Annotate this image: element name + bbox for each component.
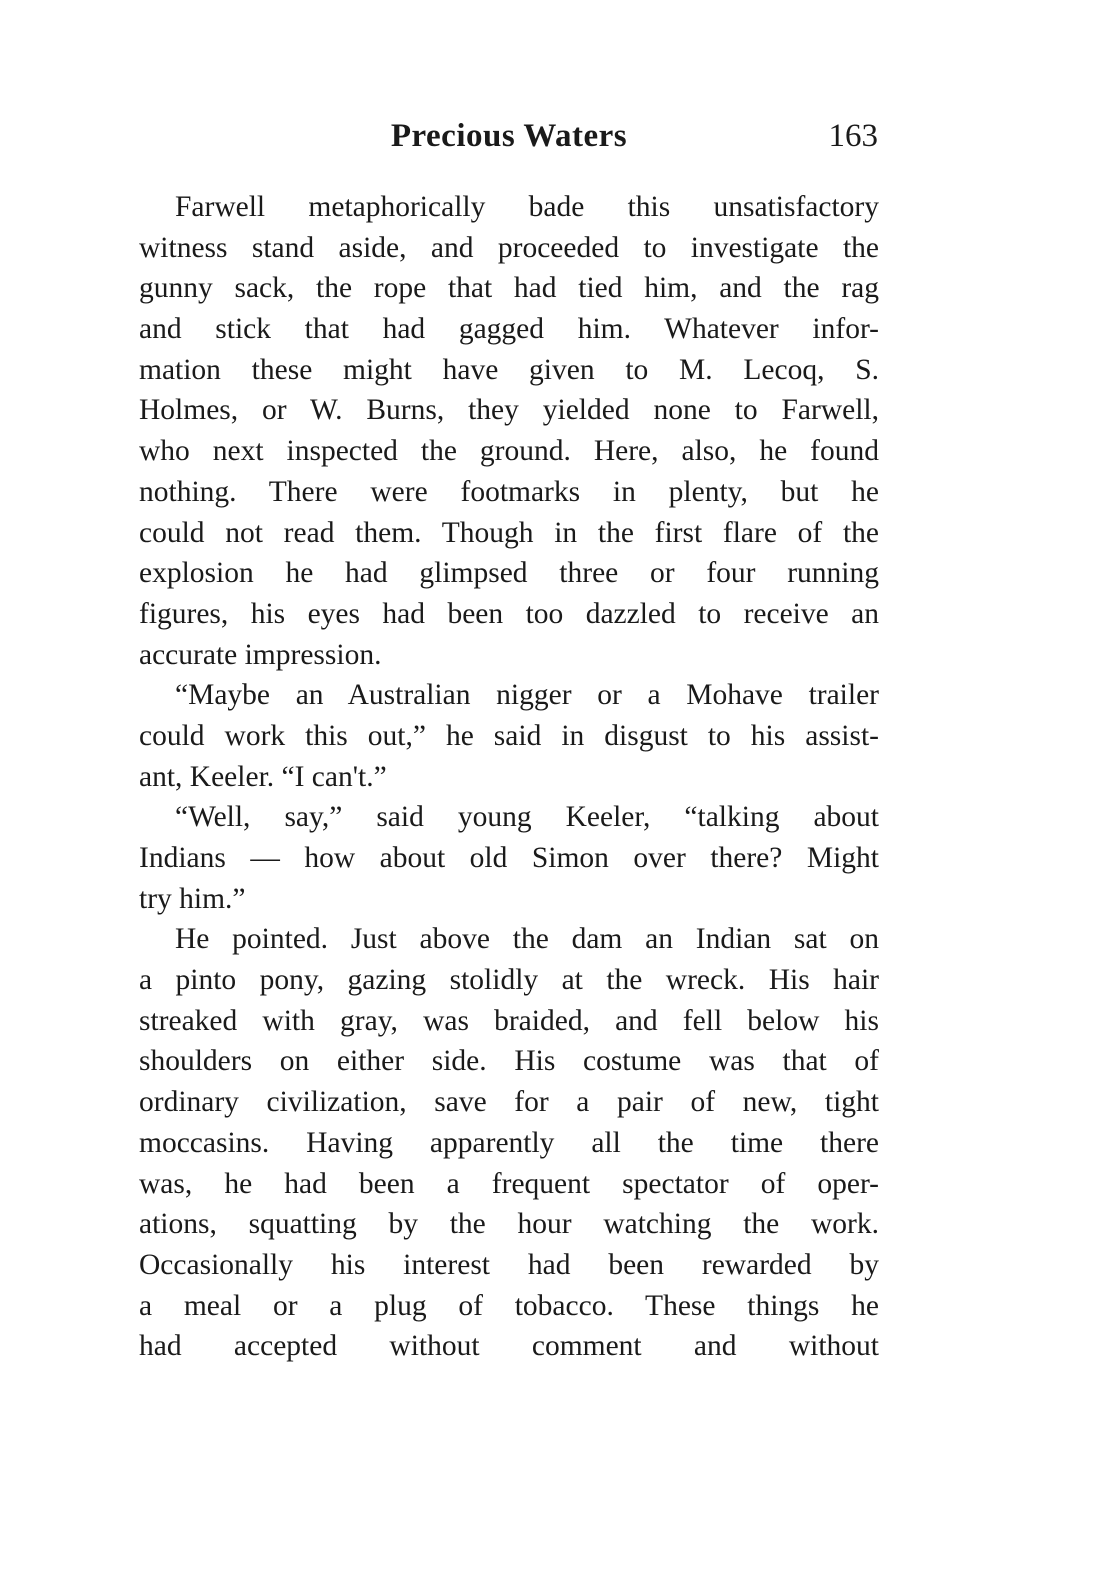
text-line: Indians — how about old Simon over there? Might — [139, 842, 879, 874]
body-text — [139, 187, 879, 1367]
text-line: ant, Keeler. “I can't.” — [139, 760, 387, 793]
text-line: was, he had been a frequent spectator of oper- — [139, 1167, 879, 1200]
text-line: “Well, say,” said young Keeler, “talking about — [175, 801, 879, 834]
text-line: nothing. There were footmarks in plenty, but he — [139, 475, 879, 508]
text-line: Farwell metaphorically bade this unsatisfactory — [175, 191, 879, 223]
text-line: mation these might have given to M. Lecoq, S. — [139, 353, 879, 386]
running-head — [138, 118, 880, 168]
text-line: “Maybe an Australian nigger or a Mohave trailer — [175, 679, 879, 712]
text-line: witness stand aside, and proceeded to investigate the — [139, 231, 879, 264]
page-number: 163 — [828, 118, 878, 154]
text-line: Occasionally his interest had been rewarded by — [139, 1248, 879, 1281]
text-line: explosion he had glimpsed three or four running — [139, 557, 879, 590]
text-line: He pointed. Just above the dam an Indian sat on — [175, 923, 879, 956]
text-line: ations, squatting by the hour watching the work. — [139, 1208, 879, 1241]
text-line: figures, his eyes had been too dazzled to receive an — [139, 597, 879, 630]
text-line: a pinto pony, gazing stolidly at the wreck. His hair — [139, 964, 879, 997]
text-line: who next inspected the ground. Here, also, he found — [139, 435, 879, 468]
text-line: had accepted without comment and without — [139, 1330, 879, 1363]
running-title: Precious Waters — [390, 118, 628, 154]
text-line: shoulders on either side. His costume was that of — [139, 1045, 879, 1078]
text-line: could not read them. Though in the first flare of the — [139, 516, 879, 549]
text-line: moccasins. Having apparently all the time there — [139, 1126, 879, 1159]
text-line: a meal or a plug of tobacco. These things he — [139, 1289, 879, 1322]
text-line: try him.” — [139, 882, 246, 915]
text-line: accurate impression. — [139, 638, 382, 671]
text-line: gunny sack, the rope that had tied him, and the rag — [139, 272, 879, 305]
text-line: and stick that had gagged him. Whatever infor- — [139, 313, 879, 346]
text-line: streaked with gray, was braided, and fell below his — [139, 1004, 879, 1037]
text-line: Holmes, or W. Burns, they yielded none to Farwell, — [139, 394, 879, 427]
text-line: could work this out,” he said in disgust to his assist- — [139, 719, 879, 752]
text-line: ordinary civilization, save for a pair of new, tight — [139, 1086, 879, 1119]
